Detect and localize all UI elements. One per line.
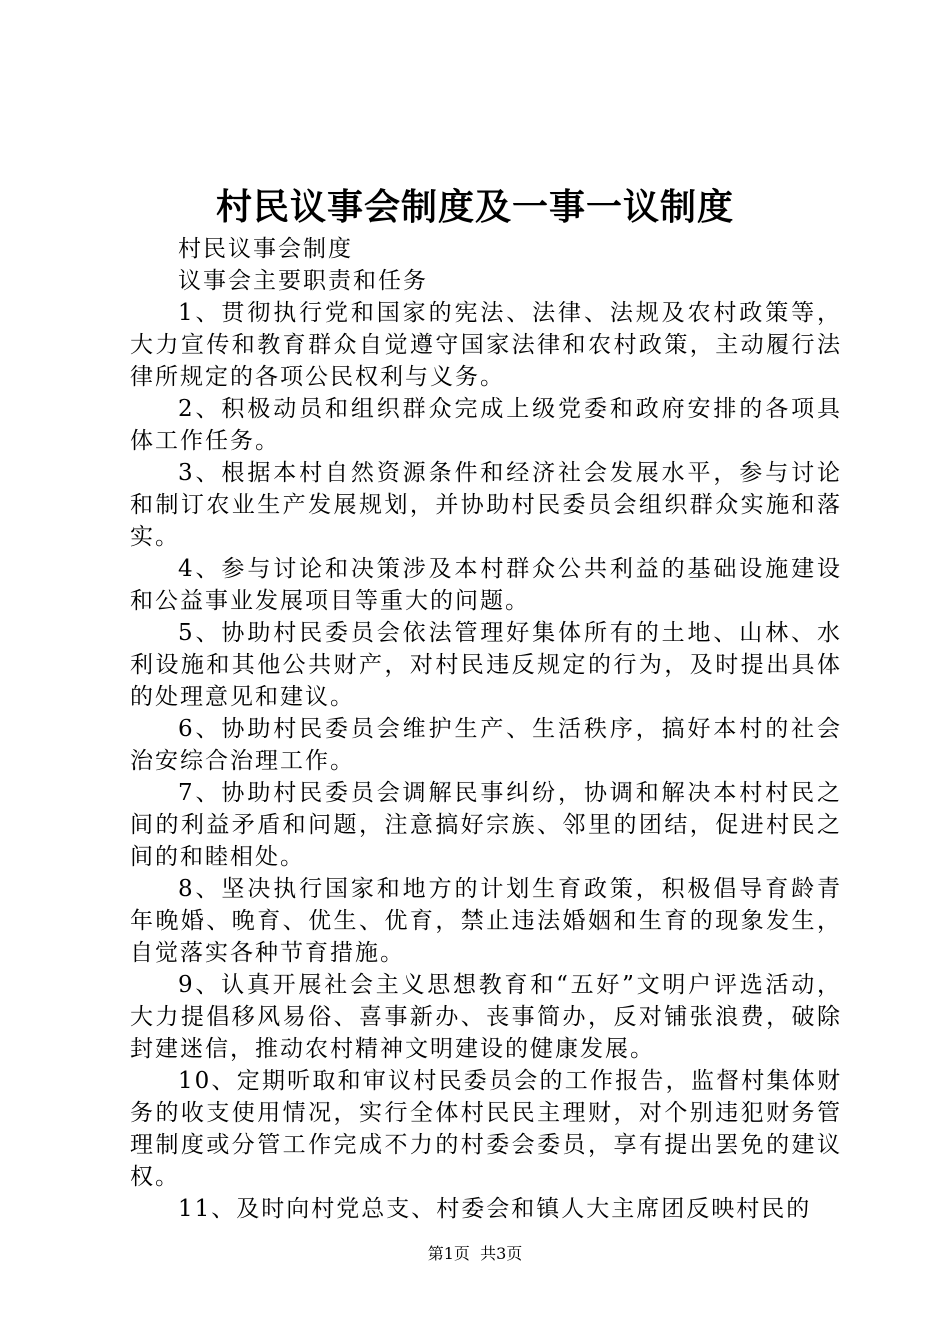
page-footer bbox=[0, 1242, 950, 1266]
paragraph: 2、积极动员和组织群众完成上级党委和政府安排的各项具体工作任务。 bbox=[130, 396, 842, 454]
document-title: 村民议事会制度及一事一议制度 bbox=[215, 187, 734, 228]
paragraph: 9、认真开展社会主义思想教育和“五好”文明户评选活动，大力提倡移风易俗、喜事新办、丧事简办，反对铺张浪费，破除封建迷信，推动农村精神文明建设的健康发展。 bbox=[130, 972, 842, 1062]
document-body bbox=[130, 233, 842, 1225]
paragraph: 7、协助村民委员会调解民事纠纷，协调和解决本村村民之间的利益矛盾和问题，注意搞好宗族、邻里的团结，促进村民之间的和睦相处。 bbox=[130, 780, 842, 870]
paragraph: 11、及时向村党总支、村委会和镇人大主席团反映村民的 bbox=[178, 1196, 812, 1222]
page-number: 第1页 bbox=[427, 1244, 470, 1263]
paragraph: 6、协助村民委员会维护生产、生活秩序，搞好本村的社会治安综合治理工作。 bbox=[130, 716, 842, 774]
paragraph: 10、定期听取和审议村民委员会的工作报告，监督村集体财务的收支使用情况，实行全体村民民主理财，对个别违犯财务管理制度或分管工作完成不力的村委会委员，享有提出罢免的建议权。 bbox=[130, 1068, 842, 1190]
paragraph: 3、根据本村自然资源条件和经济社会发展水平，参与讨论和制订农业生产发展规划，并协助村民委员会组织群众实施和落实。 bbox=[130, 460, 842, 550]
page-total: 共3页 bbox=[480, 1244, 523, 1263]
paragraph: 5、协助村民委员会依法管理好集体所有的土地、山林、水利设施和其他公共财产，对村民违反规定的行为，及时提出具体的处理意见和建议。 bbox=[130, 620, 842, 710]
paragraph: 1、贯彻执行党和国家的宪法、法律、法规及农村政策等，大力宣传和教育群众自觉遵守国家法律和农村政策，主动履行法律所规定的各项公民权利与义务。 bbox=[130, 300, 842, 390]
paragraph: 8、坚决执行国家和地方的计划生育政策，积极倡导育龄青年晚婚、晚育、优生、优育，禁止违法婚姻和生育的现象发生，自觉落实各种节育措施。 bbox=[130, 876, 842, 966]
section-heading: 村民议事会制度 bbox=[178, 236, 353, 262]
paragraph: 4、参与讨论和决策涉及本村群众公共利益的基础设施建设和公益事业发展项目等重大的问题。 bbox=[130, 556, 842, 614]
subsection-heading: 议事会主要职责和任务 bbox=[178, 268, 428, 294]
